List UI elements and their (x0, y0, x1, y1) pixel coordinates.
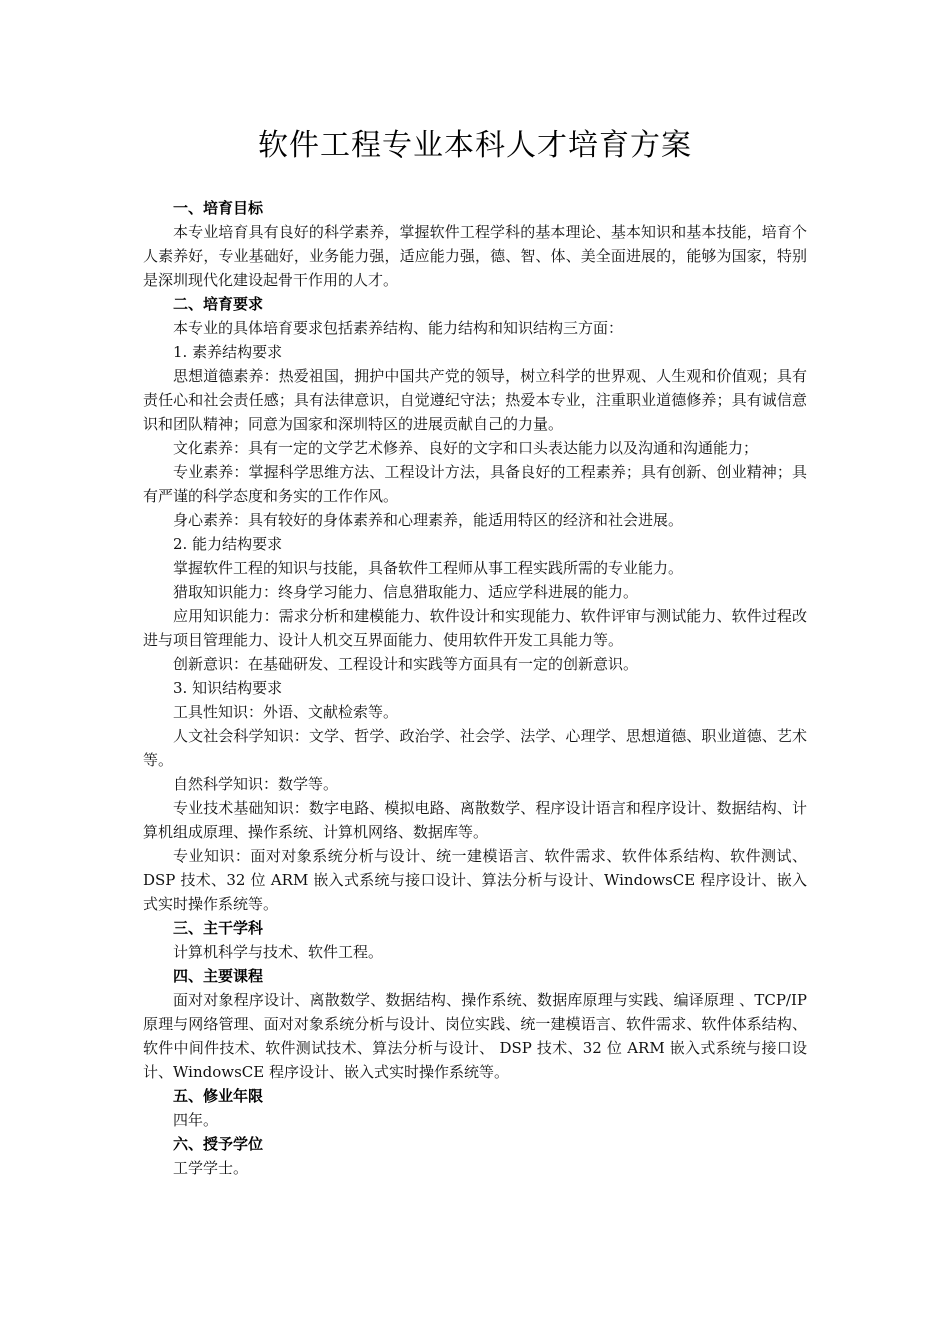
paragraph: 四年。 (173, 1111, 219, 1129)
paragraph: 创新意识：在基础研发、工程设计和实践等方面具有一定的创新意识。 (173, 655, 639, 673)
paragraph: 应用知识能力：需求分析和建模能力、软件设计和实现能力、软件评审与测试能力、软件过程改进与项目管理能力、设计人机交互界面能力、使用软件开发工具能力等。 (143, 607, 807, 649)
subsection-heading-ability: 2. 能力结构要求 (173, 535, 283, 553)
paragraph: 工具性知识：外语、文献检索等。 (173, 703, 399, 721)
paragraph: 专业素养：掌握科学思维方法、工程设计方法，具备良好的工程素养；具有创新、创业精神；具有严谨的科学态度和务实的工作作风。 (143, 463, 807, 505)
paragraph: 工学学士。 (173, 1159, 249, 1177)
section-heading-study-length: 五、修业年限 (173, 1087, 264, 1105)
paragraph: 文化素养：具有一定的文学艺术修养、良好的文字和口头表达能力以及沟通和沟通能力； (173, 439, 759, 457)
paragraph: 思想道德素养：热爱祖国，拥护中国共产党的领导，树立科学的世界观、人生观和价值观；具有责任心和社会责任感；具有法律意识，自觉遵纪守法；热爱本专业，注重职业道德修养；具有诚信意识和团队精神；同意为国家和深圳特区的进展贡献自己的力量。 (143, 367, 807, 433)
subsection-heading-quality: 1. 素养结构要求 (173, 343, 283, 361)
paragraph: 猎取知识能力：终身学习能力、信息猎取能力、适应学科进展的能力。 (173, 583, 639, 601)
paragraph: 自然科学知识：数学等。 (173, 775, 339, 793)
section-heading-main-courses: 四、主要课程 (173, 967, 264, 985)
paragraph: 人文社会科学知识：文学、哲学、政治学、社会学、法学、心理学、思想道德、职业道德、艺术等。 (143, 727, 807, 769)
document-title: 软件工程专业本科人才培育方案 (258, 128, 692, 163)
paragraph: 身心素养：具有较好的身体素养和心理素养，能适用特区的经济和社会进展。 (173, 511, 684, 529)
section-heading-goals: 一、培育目标 (173, 199, 264, 217)
subsection-heading-knowledge: 3. 知识结构要求 (173, 679, 283, 697)
paragraph: 本专业培育具有良好的科学素养，掌握软件工程学科的基本理论、基本知识和基本技能，培育个人素养好，专业基础好，业务能力强，适应能力强，德、智、体、美全面进展的，能够为国家，特别是深圳现代化建设起骨干作用的人才。 (143, 223, 807, 289)
section-heading-main-disciplines: 三、主干学科 (173, 919, 264, 937)
paragraph: 面对对象程序设计、离散数学、数据结构、操作系统、数据库原理与实践、编译原理 、TCP/IP 原理与网络管理、面对对象系统分析与设计、岗位实践、统一建模语言、软件需求、软件体系结构、软件中间件技术、软件测试技术、算法分析与设计、 DSP 技术、32 位 ARM 嵌入式系统与接口设计、WindowsCE 程序设计、嵌入式实时操作系统等。 (143, 991, 807, 1081)
paragraph: 专业技术基础知识：数字电路、模拟电路、离散数学、程序设计语言和程序设计、数据结构、计算机组成原理、操作系统、计算机网络、数据库等。 (143, 799, 807, 841)
paragraph: 计算机科学与技术、软件工程。 (173, 943, 384, 961)
paragraph: 专业知识：面对对象系统分析与设计、统一建模语言、软件需求、软件体系结构、软件测试、DSP 技术、32 位 ARM 嵌入式系统与接口设计、算法分析与设计、WindowsCE 程序设计、嵌入式实时操作系统等。 (143, 847, 807, 913)
section-heading-requirements: 二、培育要求 (173, 295, 264, 313)
document-body (143, 196, 807, 1180)
paragraph: 本专业的具体培育要求包括素养结构、能力结构和知识结构三方面： (173, 319, 624, 337)
section-heading-degree: 六、授予学位 (173, 1135, 264, 1153)
paragraph: 掌握软件工程的知识与技能，具备软件工程师从事工程实践所需的专业能力。 (173, 559, 684, 577)
